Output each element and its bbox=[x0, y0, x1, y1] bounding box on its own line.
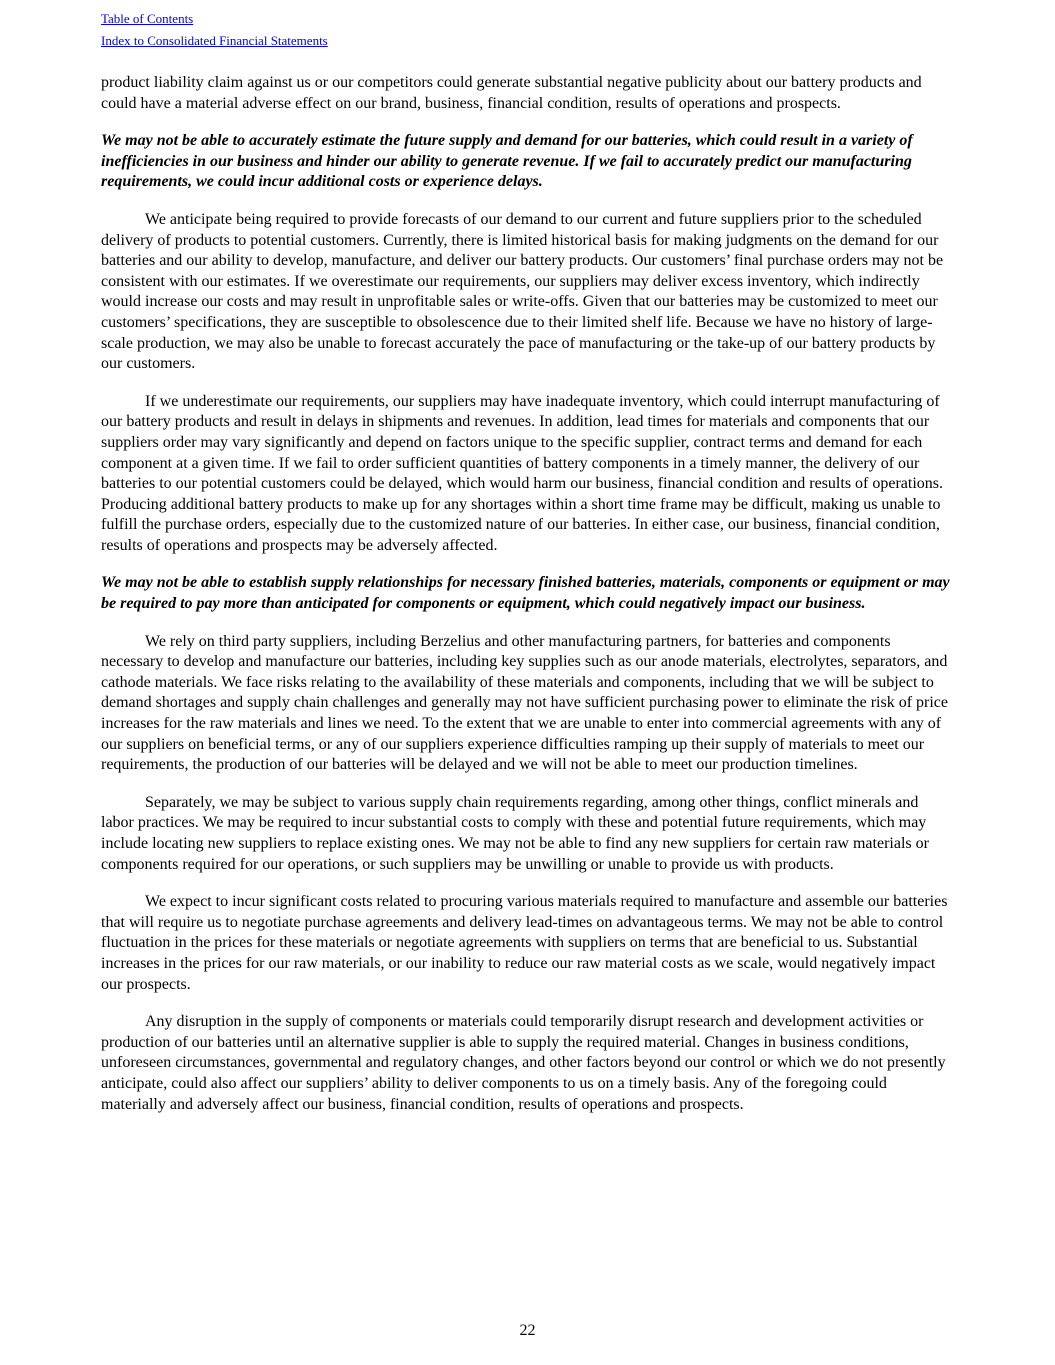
table-of-contents-link[interactable]: Table of Contents bbox=[101, 11, 194, 26]
paragraph-supply-chain-requirements: Separately, we may be subject to various supply chain requirements regarding, among other things, conflict minerals and labor practices. We may be required to incur substantial costs to comply with these and potential future requirements, which may include locating new suppliers to replace existing ones. We may not be able to find any new suppliers for certain raw materials or components required for our operations, or such suppliers may be unwilling or unable to provide us with products. bbox=[101, 793, 929, 873]
document-body bbox=[101, 73, 953, 1132]
paragraph-continuation: product liability claim against us or our competitors could generate substantial negative publicity about our battery products and could have a material adverse effect on our brand, business, financial condition, results of operations and prospects. bbox=[101, 74, 922, 112]
paragraph-third-party-suppliers: We rely on third party suppliers, including Berzelius and other manufacturing partners, for batteries and components necessary to develop and manufacture our batteries, including key supplies such as our anode materials, electrolytes, separators, and cathode materials. We face risks relating to the availability of these materials and components, including that we will be subject to demand shortages and supply chain challenges and generally may not have sufficient purchasing power to eliminate the risk of price increases for the raw materials and lines we need. To the extent that we are unable to enter into commercial agreements with any of our suppliers on beneficial terms, or any of our suppliers experience difficulties ramping up their supply of materials to meet our requirements, the production of our batteries will be delayed and we will not be able to meet our production timelines. bbox=[101, 632, 948, 774]
risk-heading-supply-relationships: We may not be able to establish supply relationships for necessary finished batteries, materials, components or equipment or may be required to pay more than anticipated for components or equipment, which could negatively impact our business. bbox=[101, 574, 950, 613]
paragraph-procurement-costs: We expect to incur significant costs related to procuring various materials required to manufacture and assemble our batteries that will require us to negotiate purchase agreements and delivery lead-times on advantageous terms. We may not be able to control fluctuation in the prices for these materials or negotiate agreements with suppliers on terms that are beneficial to us. Substantial increases in the prices for our raw materials, or our inability to reduce our raw material costs as we scale, would negatively impact our prospects. bbox=[101, 893, 948, 993]
index-to-financial-statements-link[interactable]: Index to Consolidated Financial Statements bbox=[101, 33, 328, 48]
risk-heading-supply-demand-estimate: We may not be able to accurately estimate the future supply and demand for our batteries, which could result in a variety of inefficiencies in our business and hinder our ability to generate revenue. If we fail to accurately predict our manufacturing requirements, we could incur additional costs or experience delays. bbox=[101, 132, 913, 191]
paragraph-supply-disruption: Any disruption in the supply of components or materials could temporarily disrupt research and development activities or production of our batteries until an alternative supplier is able to supply the required material. Changes in business conditions, unforeseen circumstances, governmental and regulatory changes, and other factors beyond our control or which we do not presently anticipate, could also affect our suppliers’ ability to deliver components to us on a timely basis. Any of the foregoing could materially and adversely affect our business, financial condition, results of operations and prospects. bbox=[101, 1013, 946, 1113]
paragraph-underestimate-requirements: If we underestimate our requirements, our suppliers may have inadequate inventory, which could interrupt manufacturing of our battery products and result in delays in shipments and revenues. In addition, lead times for materials and components that our suppliers order may vary significantly and depend on factors unique to the specific supplier, contract terms and demand for each component at a given time. If we fail to order sufficient quantities of battery components in a timely manner, the delivery of our batteries to our potential customers could be delayed, which would harm our business, financial condition and results of operations. Producing additional battery products to make up for any shortages within a short time frame may be difficult, making us unable to fulfill the purchase orders, especially due to the customized nature of our batteries. In either case, our business, financial condition, results of operations and prospects may be adversely affected. bbox=[101, 392, 944, 554]
top-navigation bbox=[101, 8, 328, 52]
page-number: 22 bbox=[519, 1322, 536, 1339]
paragraph-forecast-demand: We anticipate being required to provide forecasts of our demand to our current and future suppliers prior to the scheduled delivery of products to potential customers. Currently, there is limited historical basis for making judgments on the demand for our batteries and our ability to develop, manufacture, and deliver our battery products. Our customers’ final purchase orders may not be consistent with our estimates. If we overestimate our requirements, our suppliers may deliver excess inventory, which indirectly would increase our costs and may result in unprofitable sales or write-offs. Given that our batteries may be customized to meet our customers’ specifications, they are susceptible to obsolescence due to their limited shelf life. Because we have no history of large-scale production, we may also be unable to forecast accurately the pace of manufacturing or the take-up of our battery products by our customers. bbox=[101, 210, 944, 373]
